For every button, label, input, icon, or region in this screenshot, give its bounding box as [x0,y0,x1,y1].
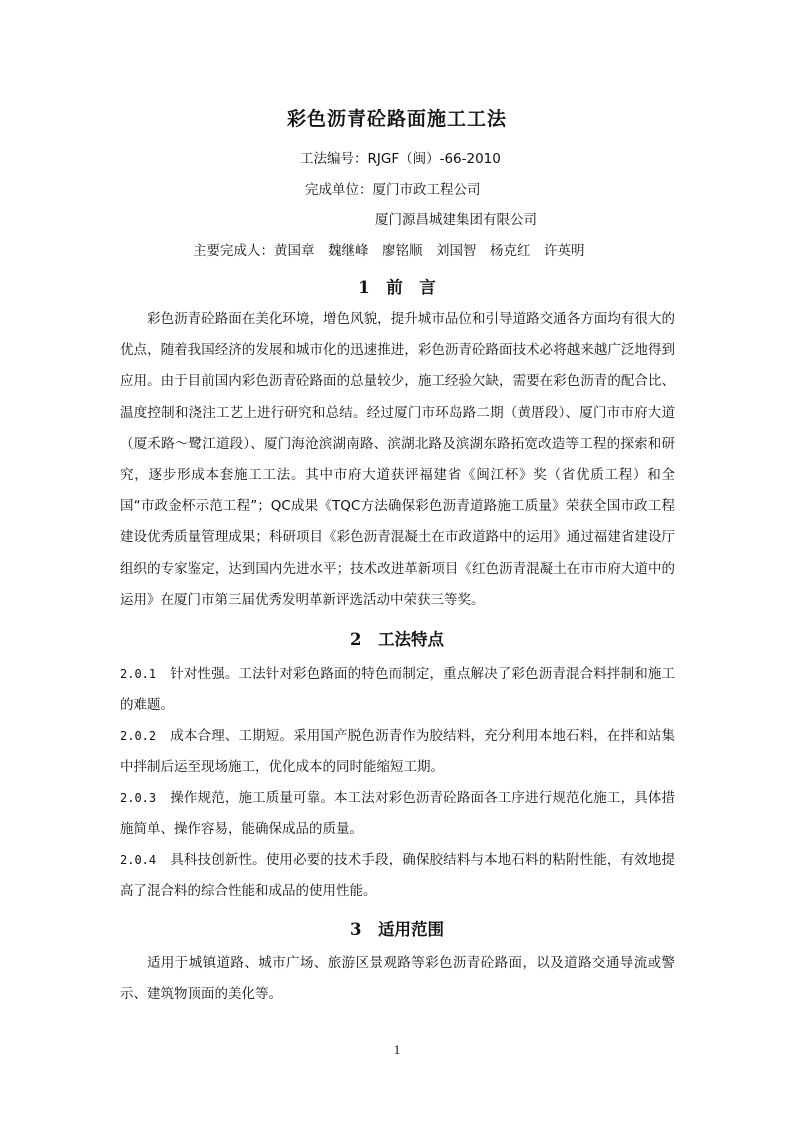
section-heading-scope: 3 适用范围 [350,920,444,939]
feature-item-number: 2.0.3 [120,791,157,805]
feature-item [120,659,675,721]
feature-item [120,721,675,783]
feature-item-text: 成本合理、工期短。采用国产脱色沥青作为胶结料，充分利用本地石料，在拌和站集中拌制后运至现场施工，优化成本的同时能缩短工期。 [120,728,675,776]
completion-unit: 完成单位：厦门市政工程公司 [305,182,481,198]
feature-item [120,845,675,907]
document-title: 彩色沥青砼路面施工工法 [286,108,507,130]
method-number: 工法编号：RJGF（闽）-66-2010 [300,151,501,167]
page-number: 1 [393,1042,401,1057]
feature-item-text: 针对性强。工法针对彩色路面的特色而制定，重点解决了彩色沥青混合料拌制和施工的难题。 [120,666,675,714]
section-heading-preface: 1 前 言 [358,278,436,297]
feature-item-number: 2.0.4 [120,853,157,867]
feature-item [120,783,675,845]
feature-item-number: 2.0.2 [120,729,157,743]
section-heading-features: 2 工法特点 [350,630,444,649]
main-persons: 主要完成人：黄国章 魏继峰 廖铭顺 刘国智 杨克红 许英明 [193,243,585,259]
completion-unit-second: 厦门源昌城建集团有限公司 [375,212,537,228]
preface-paragraph: 彩色沥青砼路面在美化环境，增色风貌，提升城市品位和引导道路交通各方面均有很大的优点，随着我国经济的发展和城市化的迅速推进，彩色沥青砼路面技术必将越来越广泛地得到应用。由于目前国内彩色沥青砼路面的总量较少，施工经验欠缺，需要在彩色沥青的配合比、温度控制和浇注工艺上进行研究和总结。经过厦门市环岛路二期（黄厝段）、厦门市市府大道（厦禾路～鹭江道段）、厦门海沧滨湖南路、滨湖北路及滨湖东路拓宽改造等工程的探索和研究，逐步形成本套施工工法。其中市府大道获评福建省《闽江杯》奖（省优质工程）和全国“市政金杯示范工程”；QC成果《TQC方法确保彩色沥青道路施工质量》荣获全国市政工程建设优秀质量管理成果；科研项目《彩色沥青混凝土在市政道路中的运用》通过福建省建设厅组织的专家鉴定，达到国内先进水平；技术改进革新项目《红色沥青混凝土在市市府大道中的运用》在厦门市第三届优秀发明革新评选活动中荣获三等奖。 [120,311,675,608]
scope-paragraph: 适用于城镇道路、城市广场、旅游区景观路等彩色沥青砼路面，以及道路交通导流或警示、建筑物顶面的美化等。 [120,955,675,1003]
feature-item-number: 2.0.1 [120,667,157,681]
feature-item-text: 操作规范，施工质量可靠。本工法对彩色沥青砼路面各工序进行规范化施工，具体措施简单、操作容易，能确保成品的质量。 [120,790,675,838]
feature-item-text: 具科技创新性。使用必要的技术手段，确保胶结料与本地石料的粘附性能，有效地提高了混合料的综合性能和成品的使用性能。 [120,852,675,900]
